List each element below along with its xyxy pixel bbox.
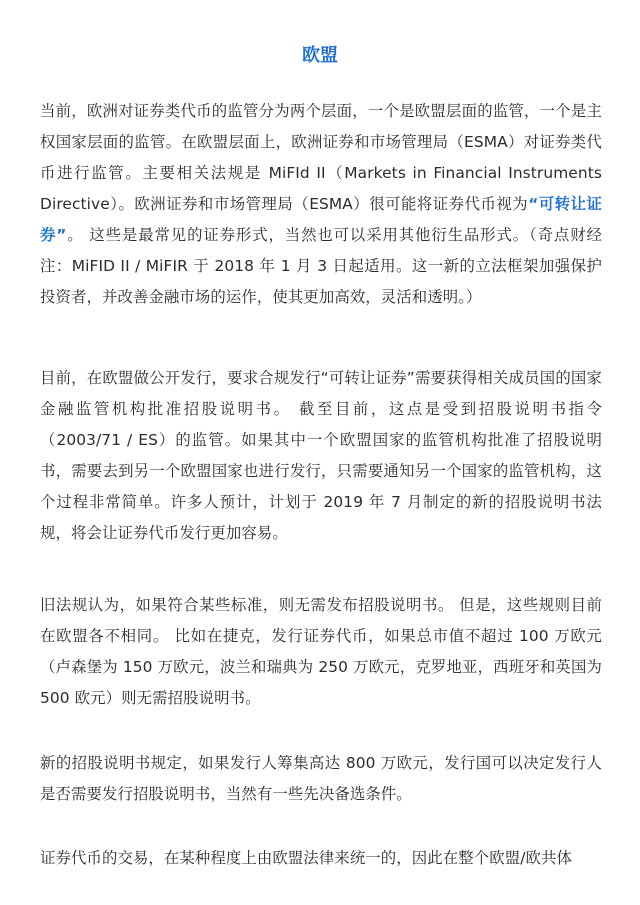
paragraph-old-rules: 旧法规认为，如果符合某些标准，则无需发布招股说明书。 但是，这些规则目前在欧盟各不相同。 比如在捷克，发行证券代币，如果总市值不超过 100 万欧元（卢森堡为 150 万欧元，波兰和瑞典为 250 万欧元，克罗地亚，西班牙和英国为 500 欧元）则无需招股说明书。 xyxy=(40,596,602,707)
paragraph-text: 。 这些是最常见的证券形式，当然也可以采用其他衍生品形式。（奇点财经注：MiFID II / MiFIR 于 2018 年 1 月 3 日起适用。这一新的立法框架加强保护投资者，并改善金融市场的运作，使其更加高效，灵活和透明。） xyxy=(40,226,602,306)
transferable-securities-highlight: “可转让证券” xyxy=(40,195,602,244)
paragraph-text: 当前，欧洲对证券类代币的监管分为两个层面，一个是欧盟层面的监管，一个是主权国家层面的监管。在欧盟层面上，欧洲证券和市场管理局（ESMA）对证券类代币进行监管。主要相关法规是 MiFId II（Markets in Financial Instruments Directive）。欧洲证券和市场管理局（ESMA）很可能将证券代币视为 xyxy=(40,102,602,213)
article-title: 欧盟 xyxy=(302,45,338,66)
paragraph-public-offering: 目前，在欧盟做公开发行，要求合规发行“可转让证券”需要获得相关成员国的国家金融监管机构批准招股说明书。 截至目前，这点是受到招股说明书指令（2003/71 / ES）的监管。如果其中一个欧盟国家的监管机构批准了招股说明书，需要去到另一个欧盟国家也进行发行，只需要通知另一个国家的监管机构，这个过程非常简单。许多人预计，计划于 2019 年 7 月制定的新的招股说明书法规，将会让证券代币发行更加容易。 xyxy=(40,369,602,542)
paragraph-new-prospectus-rules: 新的招股说明书规定，如果发行人筹集高达 800 万欧元，发行国可以决定发行人是否需要发行招股说明书，当然有一些先决备选条件。 xyxy=(40,754,602,803)
paragraph-esma-regulation xyxy=(40,96,602,313)
paragraph-token-trading: 证券代币的交易，在某种程度上由欧盟法律来统一的，因此在整个欧盟/欧共体 xyxy=(40,849,572,867)
